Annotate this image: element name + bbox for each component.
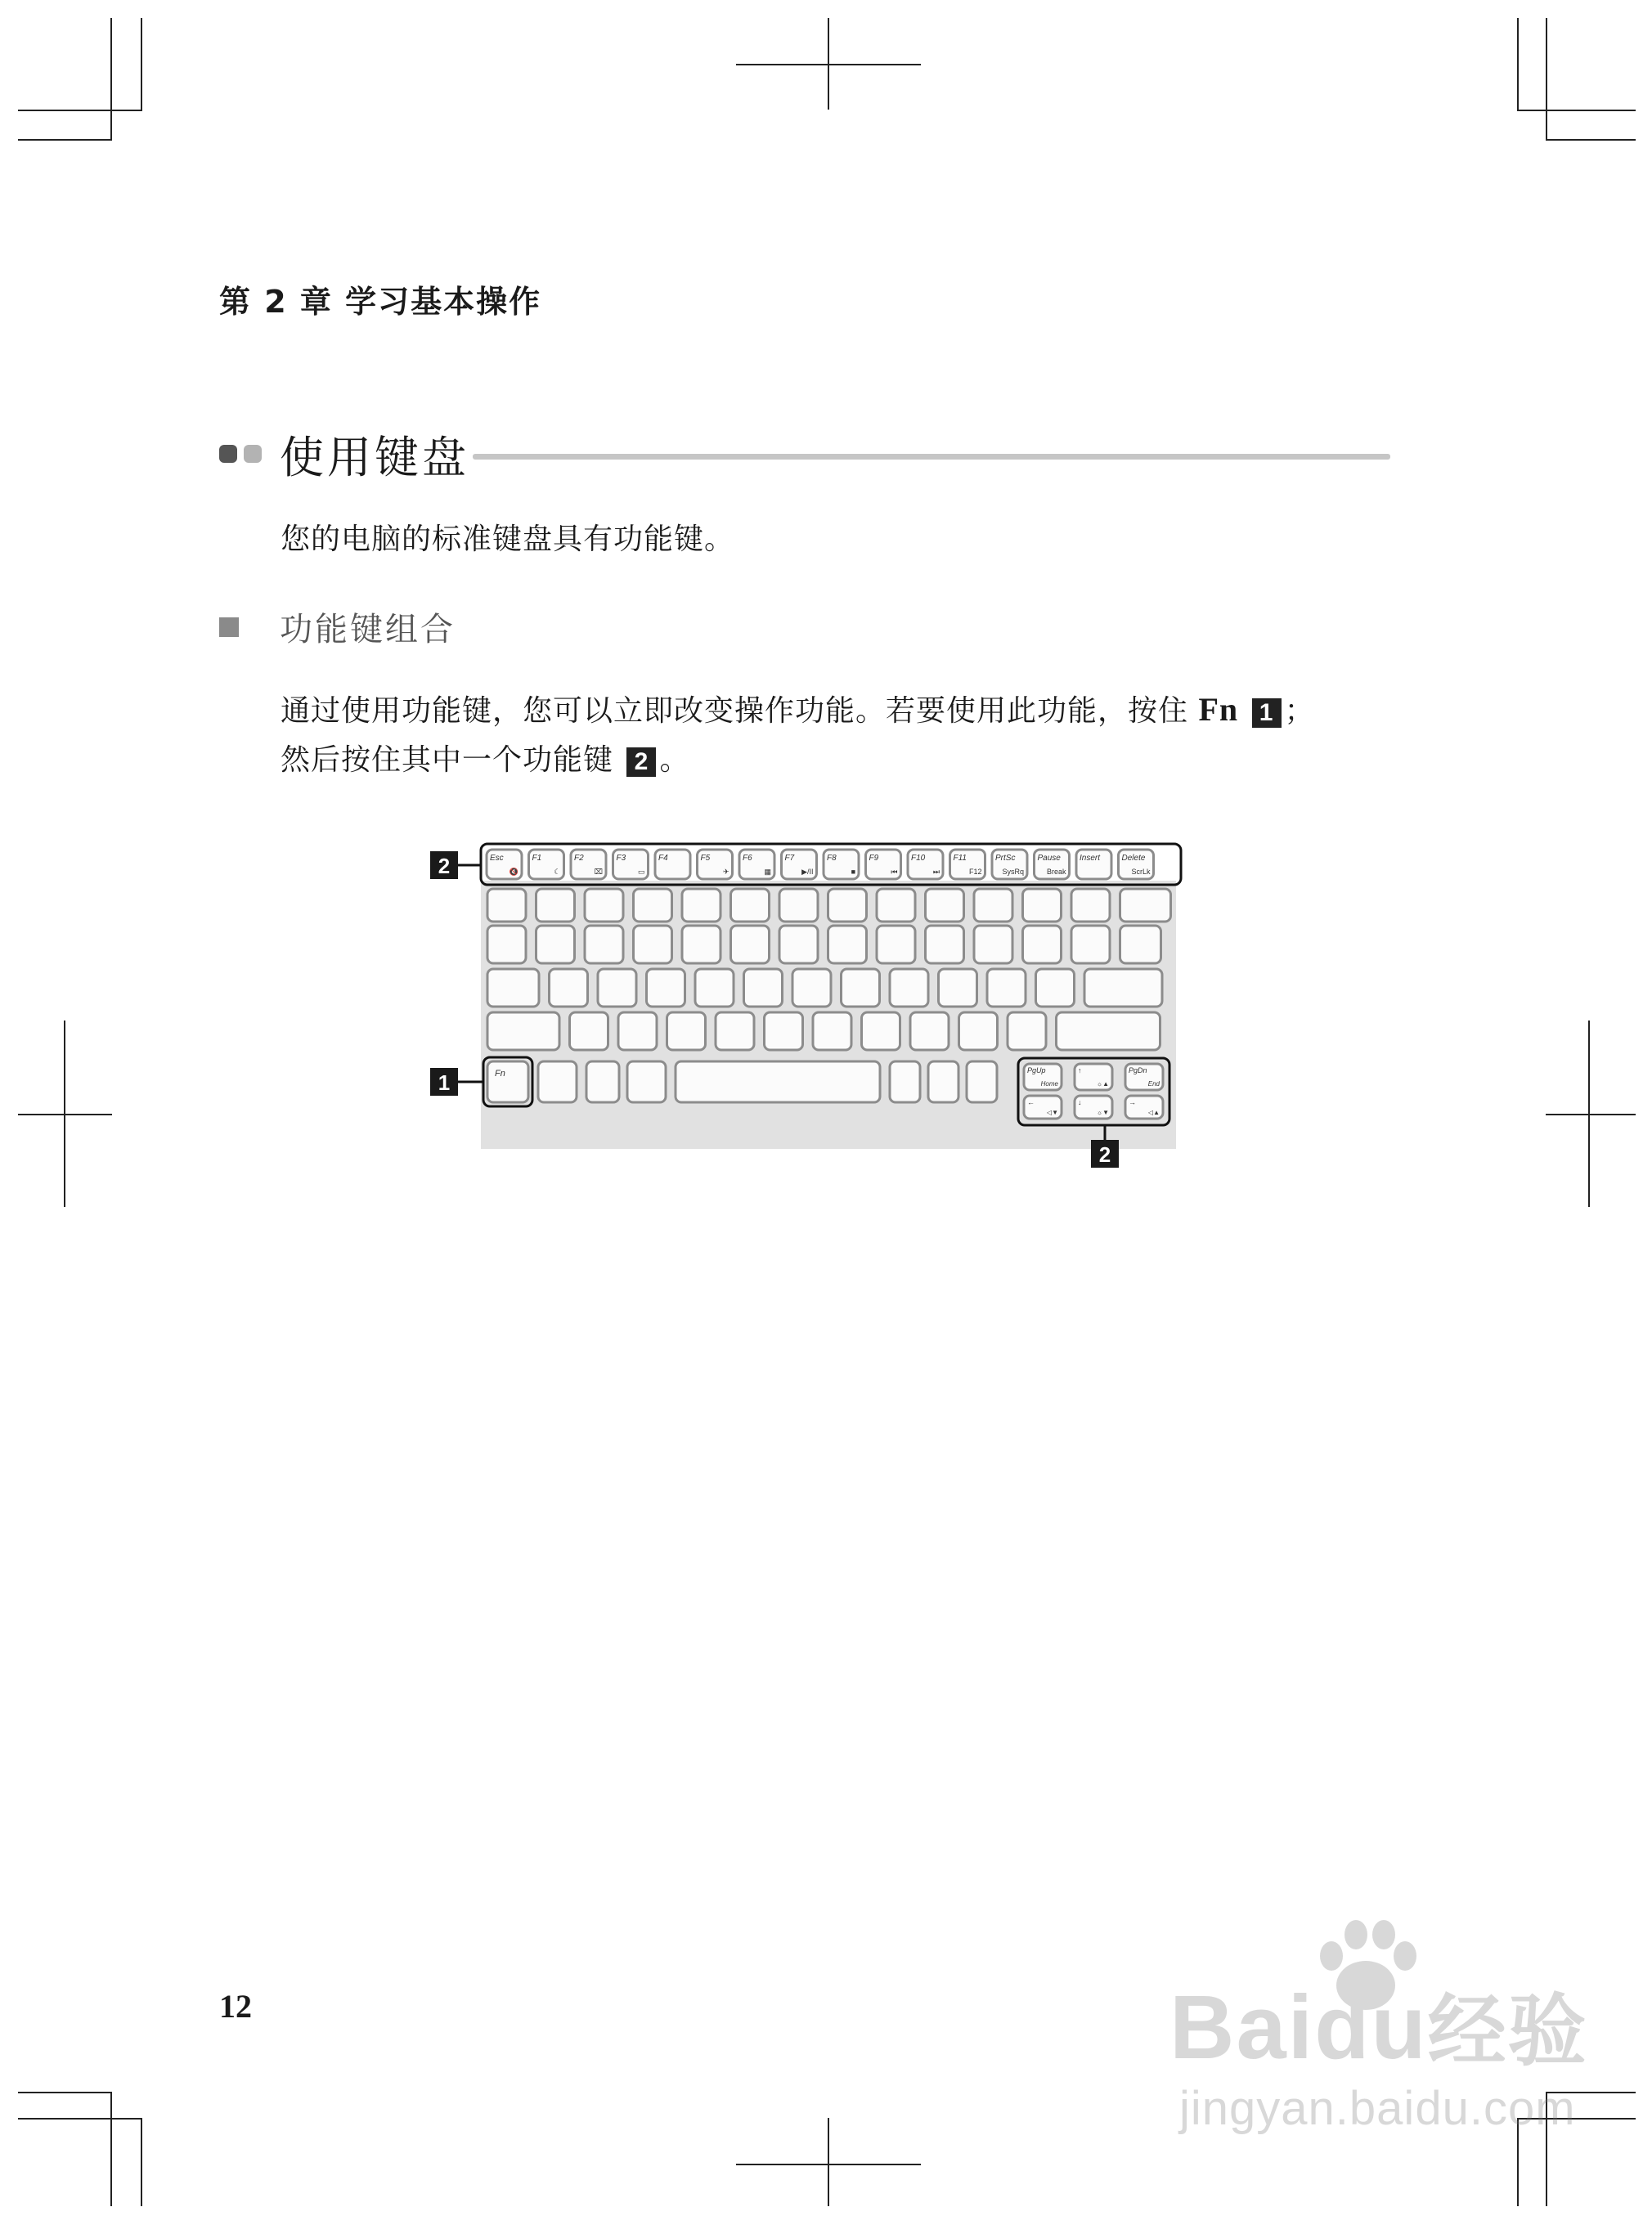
watermark-text: 经验 <box>1427 1988 1588 2075</box>
crop-mark <box>110 18 112 139</box>
keyboard-key <box>890 969 928 1007</box>
bullet-dot-icon <box>219 445 237 463</box>
crop-mark <box>110 2092 112 2206</box>
function-key-label: Insert <box>1080 854 1101 863</box>
function-key-label: F8 <box>827 854 837 863</box>
keyboard-key <box>926 926 964 963</box>
section-rule <box>473 454 1390 460</box>
section-heading <box>219 425 469 482</box>
nav-key-label: ↑ <box>1078 1066 1082 1074</box>
keyboard-key <box>667 1012 706 1050</box>
function-key-label: F9 <box>869 854 879 863</box>
function-key-label: F2 <box>574 854 584 863</box>
keyboard-key <box>682 889 721 922</box>
body-line-2 <box>281 736 1393 785</box>
keyboard-key <box>682 926 721 963</box>
keyboard-key <box>890 1061 920 1102</box>
nav-key-sublabel: ☼▼ <box>1096 1109 1109 1116</box>
page-number: 12 <box>219 1988 252 2025</box>
crop-mark <box>1546 1114 1636 1115</box>
keyboard-key <box>538 1061 577 1102</box>
nav-key-sublabel: ◁▲ <box>1147 1109 1160 1116</box>
body-paragraph <box>281 685 1393 785</box>
function-key-sublabel: ■ <box>851 868 855 876</box>
keyboard-key <box>792 969 831 1007</box>
body-text: 通过使用功能键，您可以立即改变操作功能。若要使用此功能，按住 <box>281 694 1199 728</box>
keyboard-key <box>598 969 636 1007</box>
function-key-label: Esc <box>490 854 504 863</box>
keyboard-key <box>765 1012 803 1050</box>
function-key-label: F10 <box>911 854 926 863</box>
callout-marker: 2 <box>626 747 656 777</box>
keyboard-key <box>634 926 672 963</box>
keyboard-key <box>779 889 818 922</box>
crop-mark <box>1546 139 1636 141</box>
watermark <box>1169 1979 1588 2136</box>
function-key-sublabel: ⏭ <box>932 868 940 876</box>
crop-mark <box>141 18 142 110</box>
keyboard-key <box>928 1061 958 1102</box>
fn-key <box>487 1061 528 1102</box>
keyboard-key <box>959 1012 998 1050</box>
watermark-text: du <box>1314 1977 1428 2078</box>
keyboard-key <box>974 926 1012 963</box>
callout-marker-label: 1 <box>438 1070 451 1095</box>
keyboard-key <box>828 889 867 922</box>
callout-marker-label: 2 <box>1098 1142 1111 1167</box>
crop-mark <box>1517 110 1636 111</box>
function-key-label: F5 <box>700 854 711 863</box>
keyboard-key <box>939 969 977 1007</box>
body-text: 。 <box>659 743 690 777</box>
keyboard-key <box>487 926 526 963</box>
function-key-sublabel: ScrLk <box>1131 868 1151 876</box>
keyboard-key <box>627 1061 666 1102</box>
function-key-sublabel: F12 <box>968 868 982 876</box>
keyboard-key <box>487 1012 559 1050</box>
nav-key-label: PgDn <box>1129 1066 1147 1074</box>
function-key-sublabel: ⌧ <box>594 868 603 876</box>
subsection-title: 功能键组合 <box>280 611 456 648</box>
nav-key-label: PgUp <box>1027 1066 1046 1074</box>
nav-key-sublabel: ☼▲ <box>1096 1080 1109 1088</box>
keyboard-key <box>926 889 964 922</box>
keyboard-key <box>974 889 1012 922</box>
crop-mark <box>1517 18 1519 110</box>
function-key-sublabel: ✈ <box>722 868 729 876</box>
keyboard-key <box>1057 1012 1160 1050</box>
keyboard-key <box>744 969 783 1007</box>
function-key-label: PrtSc <box>995 854 1016 863</box>
intro-paragraph: 您的电脑的标准键盘具有功能键。 <box>281 523 735 556</box>
callout-marker-label: 2 <box>438 854 451 878</box>
function-key-sublabel: 🔇 <box>509 868 518 876</box>
keyboard-key <box>1120 889 1171 922</box>
watermark-text: Bai <box>1169 1977 1315 2078</box>
keyboard-key <box>779 926 818 963</box>
crop-mark <box>828 2118 829 2206</box>
function-key-label: F3 <box>616 854 626 863</box>
crop-mark <box>1546 18 1547 139</box>
function-key-label: F4 <box>658 854 668 863</box>
keyboard-key <box>731 889 770 922</box>
keyboard-key <box>813 1012 851 1050</box>
fn-key-label: Fn <box>495 1069 505 1079</box>
paw-icon <box>1309 1913 1423 2020</box>
function-key-sublabel: SysRq <box>1002 868 1024 876</box>
keyboard-key <box>877 926 915 963</box>
keyboard-key <box>1071 889 1110 922</box>
bullet-dot-icon <box>244 445 262 463</box>
keyboard-key <box>487 889 526 922</box>
keyboard-key <box>550 969 588 1007</box>
crop-mark <box>18 139 112 141</box>
keyboard-body <box>430 844 1181 1168</box>
callout-marker: 1 <box>1252 698 1282 728</box>
keyboard-key <box>716 1012 754 1050</box>
crop-mark <box>18 1114 112 1115</box>
keyboard-key <box>695 969 734 1007</box>
running-head: 第 2 章 学习基本操作 <box>219 284 542 320</box>
keyboard-key <box>987 969 1026 1007</box>
nav-key-sublabel: Home <box>1040 1080 1058 1088</box>
crop-mark <box>736 2164 921 2165</box>
nav-key-sublabel: ◁▼ <box>1046 1109 1058 1116</box>
keyboard-key <box>647 969 685 1007</box>
function-key-label: F11 <box>953 854 967 863</box>
keyboard-key <box>842 969 880 1007</box>
nav-key-label: → <box>1129 1098 1136 1106</box>
keyboard-key <box>570 1012 608 1050</box>
section-title: 使用键盘 <box>280 431 469 483</box>
keyboard-key <box>1036 969 1075 1007</box>
keyboard-key <box>634 889 672 922</box>
subsection-heading <box>219 603 456 650</box>
nav-key-label: ↓ <box>1078 1098 1082 1106</box>
nav-key-sublabel: End <box>1147 1080 1160 1088</box>
function-key-label: Pause <box>1037 854 1061 863</box>
body-text: 然后按住其中一个功能键 <box>281 743 624 777</box>
keyboard-key <box>585 926 623 963</box>
keyboard-key <box>536 926 575 963</box>
body-text: ； <box>1284 694 1315 728</box>
keyboard-key <box>1084 969 1162 1007</box>
function-key-sublabel: ⏮ <box>891 868 898 876</box>
function-key-label: F6 <box>743 854 752 863</box>
keyboard-figure <box>425 838 1194 1185</box>
function-key-sublabel: ▭ <box>637 868 645 876</box>
function-key-label: F7 <box>784 854 795 863</box>
function-key-sublabel: ▦ <box>764 868 771 876</box>
keyboard-key <box>967 1061 997 1102</box>
keyboard-key <box>586 1061 619 1102</box>
keyboard-key <box>910 1012 949 1050</box>
crop-mark <box>18 2118 142 2120</box>
crop-mark <box>18 110 142 111</box>
keyboard-key <box>877 889 915 922</box>
space-bar <box>676 1061 880 1102</box>
nav-key-label: ← <box>1027 1098 1035 1106</box>
keyboard-key <box>536 889 575 922</box>
keyboard-key <box>828 926 867 963</box>
keyboard-key <box>1023 889 1062 922</box>
crop-mark <box>18 2092 112 2093</box>
keyboard-illustration <box>425 838 1194 1182</box>
keyboard-key <box>487 969 539 1007</box>
keyboard-key <box>862 1012 900 1050</box>
keyboard-key <box>1023 926 1062 963</box>
keyboard-key <box>1008 1012 1046 1050</box>
crop-mark <box>736 64 921 65</box>
keyboard-key <box>618 1012 657 1050</box>
watermark-url: jingyan.baidu.com <box>1179 2082 1576 2135</box>
function-key-sublabel: ☾ <box>554 868 561 876</box>
keyboard-key <box>585 889 623 922</box>
fn-key-label: Fn <box>1198 691 1239 728</box>
body-line-1 <box>281 685 1393 736</box>
function-key-label: Delete <box>1121 854 1146 863</box>
square-bullet-icon <box>219 617 239 637</box>
function-key-sublabel: Break <box>1046 868 1066 876</box>
keyboard-key <box>1120 926 1161 963</box>
function-key-sublabel: ▶/II <box>801 868 814 876</box>
function-key-label: F1 <box>532 854 542 863</box>
keyboard-key <box>1071 926 1110 963</box>
crop-mark <box>141 2118 142 2206</box>
keyboard-key <box>731 926 770 963</box>
